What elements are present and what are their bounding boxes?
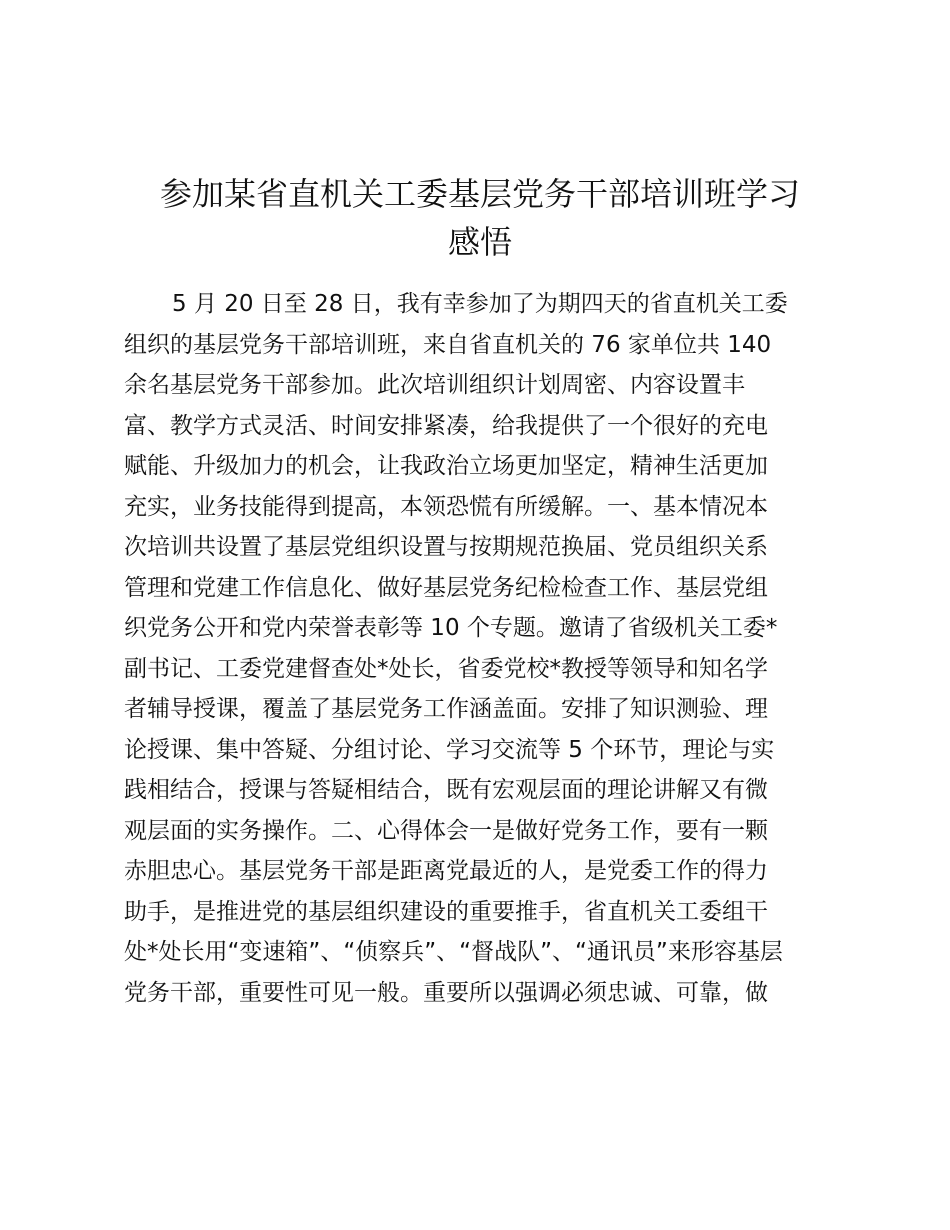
body-line: 余名基层党务干部参加。此次培训组织计划周密、内容设置丰 [124, 372, 745, 398]
body-line: 者辅导授课，覆盖了基层党务工作涵盖面。安排了知识测验、理 [124, 696, 768, 722]
body-line: 5 月 20 日至 28 日，我有幸参加了为期四天的省直机关工委 [172, 291, 788, 317]
body-line: 论授课、集中答疑、分组讨论、学习交流等 5 个环节，理论与实 [124, 736, 775, 763]
body-line: 次培训共设置了基层党组织设置与按期规范换届、党员组织关系 [124, 534, 768, 560]
body-line: 副书记、工委党建督查处*处长，省委党校*教授等领导和知名学 [124, 655, 768, 682]
body-line: 观层面的实务操作。二、心得体会一是做好党务工作，要有一颗 [124, 817, 768, 844]
body-line: 织党务公开和党内荣誉表彰等 10 个专题。邀请了省级机关工委* [124, 615, 778, 641]
body-line: 践相结合，授课与答疑相结合，既有宏观层面的理论讲解又有微 [124, 777, 768, 803]
title-line-2: 感悟 [447, 223, 512, 261]
body-line: 管理和党建工作信息化、做好基层党务纪检检查工作、基层党组 [124, 574, 768, 601]
body-line: 充实，业务技能得到提高，本领恐慌有所缓解。一、基本情况本 [124, 493, 768, 520]
document-body [124, 284, 836, 1013]
body-line: 组织的基层党务干部培训班，来自省直机关的 76 家单位共 140 [124, 331, 772, 358]
body-line: 助手，是推进党的基层组织建设的重要推手，省直机关工委组干 [124, 898, 768, 925]
body-line: 富、教学方式灵活、时间安排紧凑，给我提供了一个很好的充电 [124, 412, 768, 439]
body-line: 赤胆忠心。基层党务干部是距离党最近的人，是党委工作的得力 [124, 858, 768, 884]
title-line-1: 参加某省直机关工委基层党务干部培训班学习 [159, 175, 800, 213]
body-line: 赋能、升级加力的机会，让我政治立场更加坚定，精神生活更加 [124, 453, 768, 479]
body-line: 处*处长用“变速箱”、“侦察兵”、“督战队”、“通讯员”来形容基层 [124, 939, 783, 965]
body-line: 党务干部，重要性可见一般。重要所以强调必须忠诚、可靠，做 [124, 979, 768, 1006]
document-title [124, 170, 836, 266]
